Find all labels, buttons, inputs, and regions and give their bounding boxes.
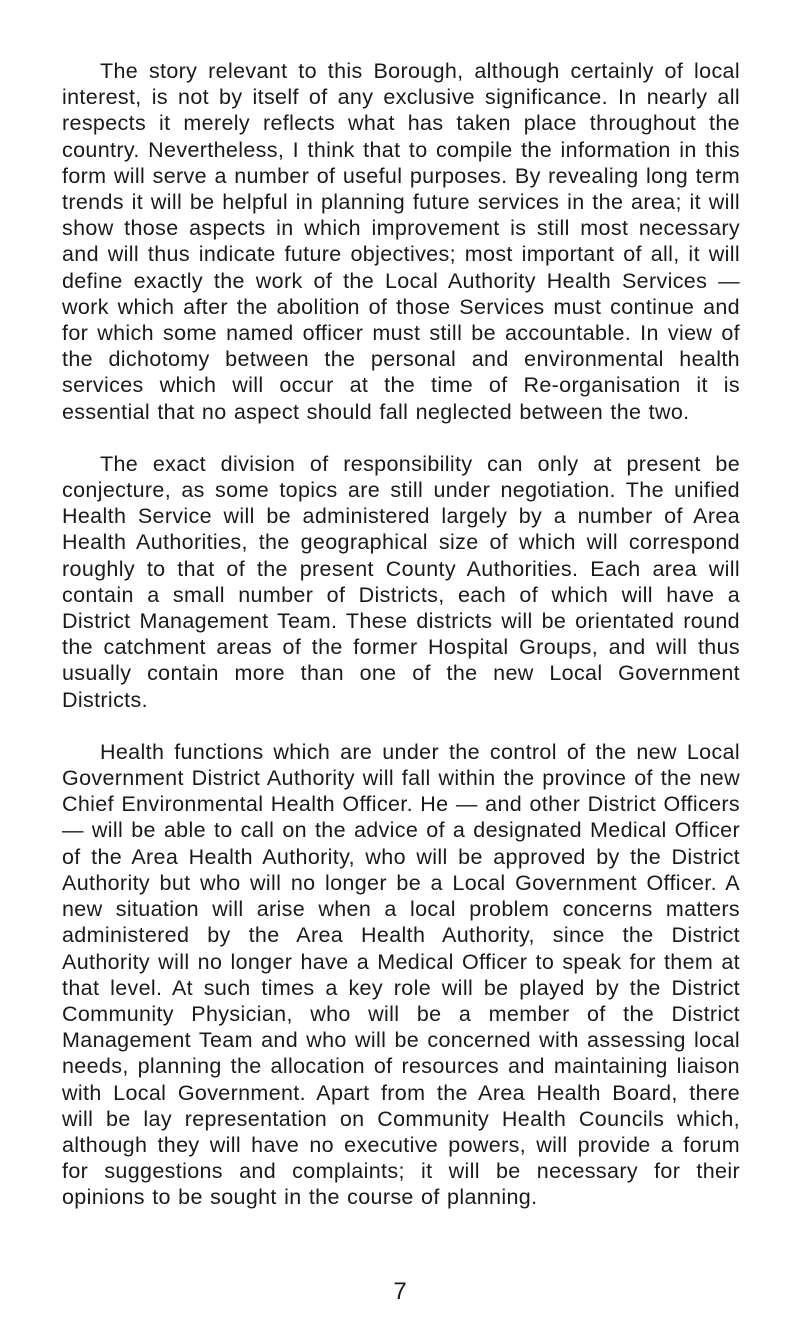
paragraph-2: The exact division of responsibility can only at present be conjecture, as some topics are still under negotiation. The unified Health Service will be administered largely by a number of Area Health Authorities, the geographical size of which will correspond roughly to that of the present County Authorities. Each area will contain a small number of Districts, each of which will have a District Management Team. These districts will be orientated round the catchment areas of the former Hospital Groups, and will thus usually contain more than one of the new Local Government Districts. [62, 451, 740, 712]
page-number: 7 [393, 1278, 407, 1305]
paragraph-1: The story relevant to this Borough, although certainly of local interest, is not by itself of any exclusive significance. In nearly all respects it merely reflects what has taken place throughout the country. Nevertheless, I think that to compile the information in this form will serve a number of useful purposes. By revealing long term trends it will be helpful in planning future services in the area; it will show those aspects in which improvement is still most necessary and will thus indicate future objectives; most important of all, it will define exactly the work of the Local Authority Health Services — work which after the abolition of those Services must continue and for which some named officer must still be accountable. In view of the dichotomy between the personal and environmental health services which will occur at the time of Re-organisation it is essential that no aspect should fall neglected between the two. [62, 59, 740, 424]
paragraph-3: Health functions which are under the control of the new Local Government District Authority will fall within the province of the new Chief Environmental Health Officer. He — and other District Officers — will be able to call on the advice of a designated Medical Officer of the Area Health Authority, who will be approved by the District Authority but who will no longer be a Local Government Officer. A new situation will arise when a local problem concerns matters administered by the Area Health Authority, since the District Authority will no longer have a Medical Officer to speak for them at that level. At such times a key role will be played by the District Community Physician, who will be a member of the District Management Team and who will be concerned with assessing local needs, planning the allocation of resources and maintaining liaison with Local Government. Apart from the Area Health Board, there will be lay representation on Community Health Councils which, although they will have no executive powers, will provide a forum for suggestions and complaints; it will be necessary for their opinions to be sought in the course of planning. [62, 739, 740, 1210]
document-page [62, 58, 740, 1237]
